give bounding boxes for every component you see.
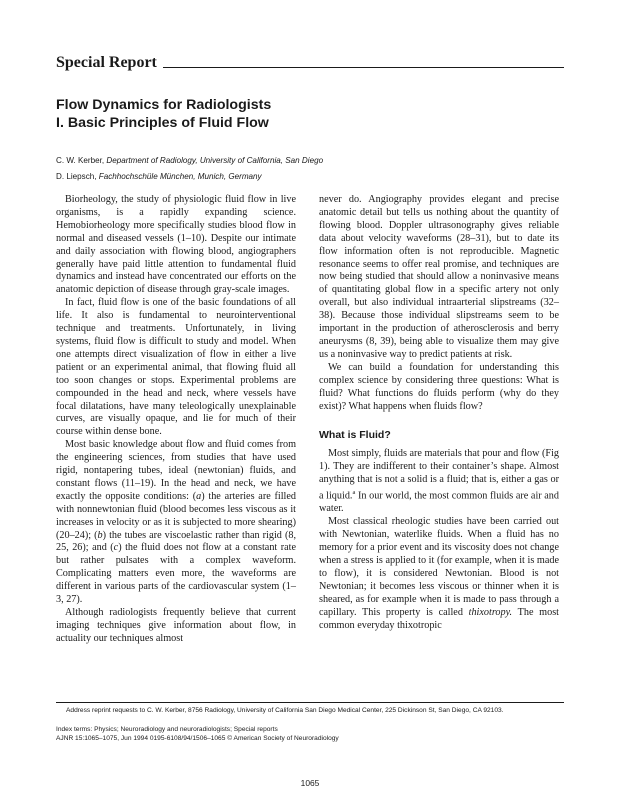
page-number: 1065 <box>300 778 320 788</box>
author-name: D. Liepsch, <box>56 172 99 181</box>
paragraph: Biorheology, the study of physiologic fluid flow in live organisms, is a rapidly expanding science. Hemobiorheology more specifically studies blood flow in normal and diseased vessels (1–10). Despite our intimate and daily association with flowing blood, angiographers generally have paid little attention to fundamental fluid dynamics and instead have concentrated our efforts on the anatomic depiction of disease through gray-scale images. <box>56 194 296 296</box>
author-line <box>56 169 556 185</box>
body-column-right <box>319 194 559 632</box>
section-header <box>56 50 564 72</box>
journal-citation: AJNR 15:1065–1075, Jun 1994 0195-6108/94/1506–1065 © American Society of Neuroradiology <box>56 735 339 743</box>
section-heading: What is Fluid? <box>319 429 391 442</box>
title-line-1: Flow Dynamics for Radiologists <box>56 97 272 113</box>
section-label: Special Report <box>56 54 157 71</box>
paragraph: Most basic knowledge about flow and fluid comes from the engineering sciences, from studies that have used rigid, nontapering tubes, ideal (newtonian) fluids, and constant flows (11–19). In the head and neck, we have exactly the opposite conditions: (a) the arteries are filled with nonnewtonian fluid (blood becomes less viscous as it increases in velocity or as it is subjected to more shearing) (20–24); (b) the tubes are viscoelastic rather than rigid (8, 25, 26); and (c) the fluid does not flow at a constant rate but rather pulsates with a complex waveform. Complicating matters even more, the waveforms are different in various parts of the cardiovascular system (1–3, 27). <box>56 439 296 606</box>
paragraph: Although radiologists frequently believe that current imaging techniques give information about flow, in actuality our techniques almost <box>56 607 296 644</box>
paragraph: Most simply, fluids are materials that pour and flow (Fig 1). They are indifferent to their container’s shape. Almost anything that is not a solid is a fluid; that is, either a gas or a liquid.$^a$ In our world, the most common fluids are air and water. <box>319 448 559 515</box>
article-title <box>56 96 556 132</box>
footnote-rule <box>56 702 564 703</box>
author-name: C. W. Kerber, <box>56 156 107 165</box>
footnotes <box>56 706 564 744</box>
index-terms-label: Index terms: <box>56 725 93 733</box>
paragraph: In fact, fluid flow is one of the basic foundations of all life. It also is fundamental to neurointerventional technique and treatments. Unfortunately, in living systems, fluid flow is difficult to study and model. When one attempts direct visualization of flow in either a live patient or an experimental animal, that flowing fluid all too soon changes or stops. Experimental problems are compounded in the head and neck, where vessels have focal dilatations, have many teleologically unexplainable curves, are visually opaque, and lie for much of their course within dense bone. <box>56 297 296 438</box>
footnote-marker: a <box>352 489 356 497</box>
author-list <box>56 153 556 185</box>
paragraph: never do. Angiography provides elegant and precise anatomic detail but tells us nothing about the quantity of flowing blood. Doppler ultrasonography gives reliable data about velocity waveforms (28–31), but to date its flow information often is not reproducible. Magnetic resonance seems to offer real promise, and techniques are now being studied that should allow a noninvasive means of quantitating global flow in a specific artery not only overall, but also individual intraarterial slipstreams (32–38). Because those individual slipstreams seem to be important in the production of atherosclerosis and berry aneurysms (8, 39), being able to visualize them may give us a noninvasive way to predict patients at risk. <box>319 194 559 360</box>
section-rule <box>163 67 564 68</box>
author-line <box>56 153 556 169</box>
paragraph: Most classical rheologic studies have been carried out with Newtonian, waterlike fluids. When a fluid has no memory for a prior event and its viscosity does not change when a stress is applied to it (for example, when it is made to flow), it is considered Newtonian. Blood is not Newtonian; it becomes less viscous or thinner when it is sheared, as for example when it is made to pass through a capillary. This property is called thixotropy. The most common everyday thixotropic <box>319 516 559 631</box>
index-terms <box>56 725 564 735</box>
reprint-address: Address reprint requests to C. W. Kerber, 8756 Radiology, University of California San Diego Medical Center, 225 Dickinson St, San Diego, CA 92103. <box>66 707 504 714</box>
author-affiliation: Department of Radiology, University of California, San Diego <box>106 156 324 165</box>
paragraph: We can build a foundation for understanding this complex science by considering three questions: What is fluid? What functions do fluids perform (why do they exist)? What happens when fluids flow? <box>319 361 559 412</box>
index-terms-text: Physics; Neuroradiology and neuroradiologists; Special reports <box>92 725 278 733</box>
body-column-left <box>56 194 296 646</box>
title-line-2: I. Basic Principles of Fluid Flow <box>56 115 269 131</box>
author-affiliation: Fachhochschüle München, Munich, Germany <box>98 172 262 181</box>
